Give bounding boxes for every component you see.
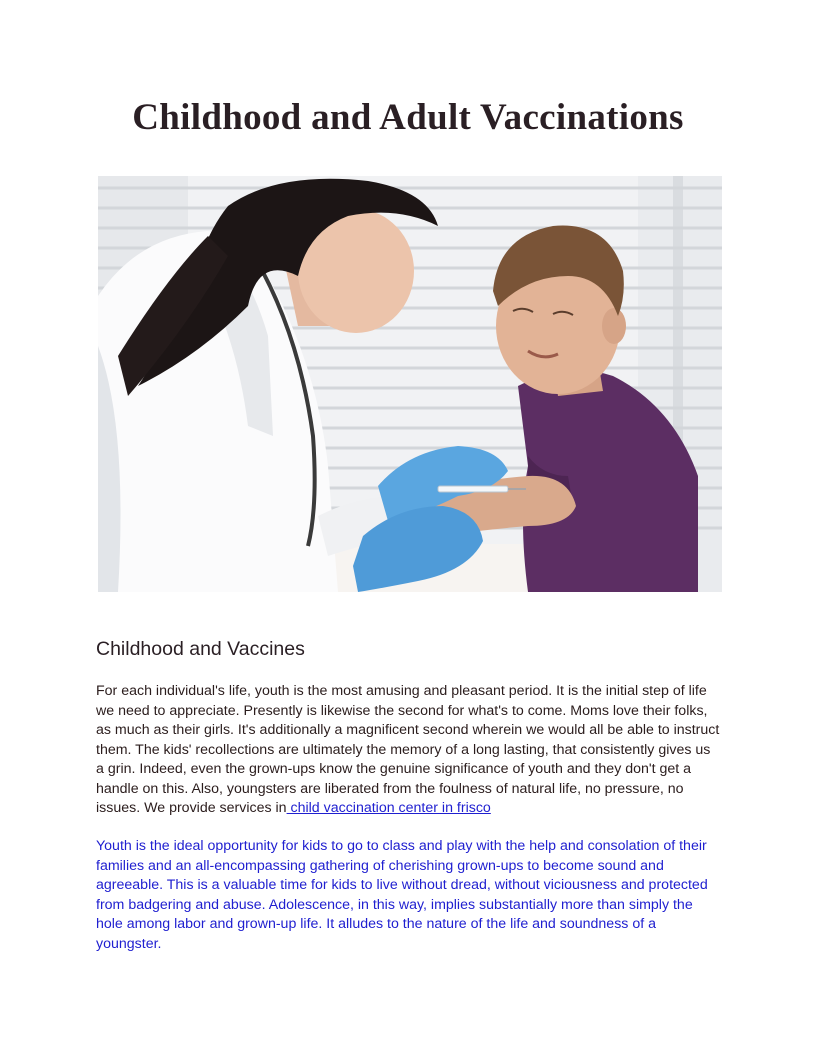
child-vaccination-link[interactable]: child vaccination center in frisco bbox=[286, 800, 491, 816]
intro-paragraph bbox=[96, 682, 720, 819]
child-vaccination-photo bbox=[98, 176, 722, 592]
intro-paragraph-text: For each individual's life, youth is the most amusing and pleasant period. It is the initial step of life we need to appreciate. Presently is likewise the second for what's to come. Moms love their folks, as much as their girls. It's additionally a magnificent second wherein we would all be able to instruct them. The kids' recollections are ultimately the memory of a long lasting, that consistently gives us a grin. Indeed, even the grown-ups know the genuine significance of youth and they don't get a handle on this. Also, youngsters are liberated from the foulness of natural life, no pressure, no issues. We provide services in bbox=[96, 683, 720, 816]
youth-paragraph: Youth is the ideal opportunity for kids to go to class and play with the help and consolation of their families and an all-encompassing gathering of cherishing grown-ups to become sound and agreeable. This is a valuable time for kids to live without dread, without viciousness and protected from badgering and abuse. Adolescence, in this way, implies substantially more than simply the hole among labor and grown-up life. It alludes to the nature of the life and soundness of a youngster. bbox=[96, 838, 708, 952]
page-title: Childhood and Adult Vaccinations bbox=[132, 97, 684, 138]
section-heading: Childhood and Vaccines bbox=[96, 638, 305, 660]
